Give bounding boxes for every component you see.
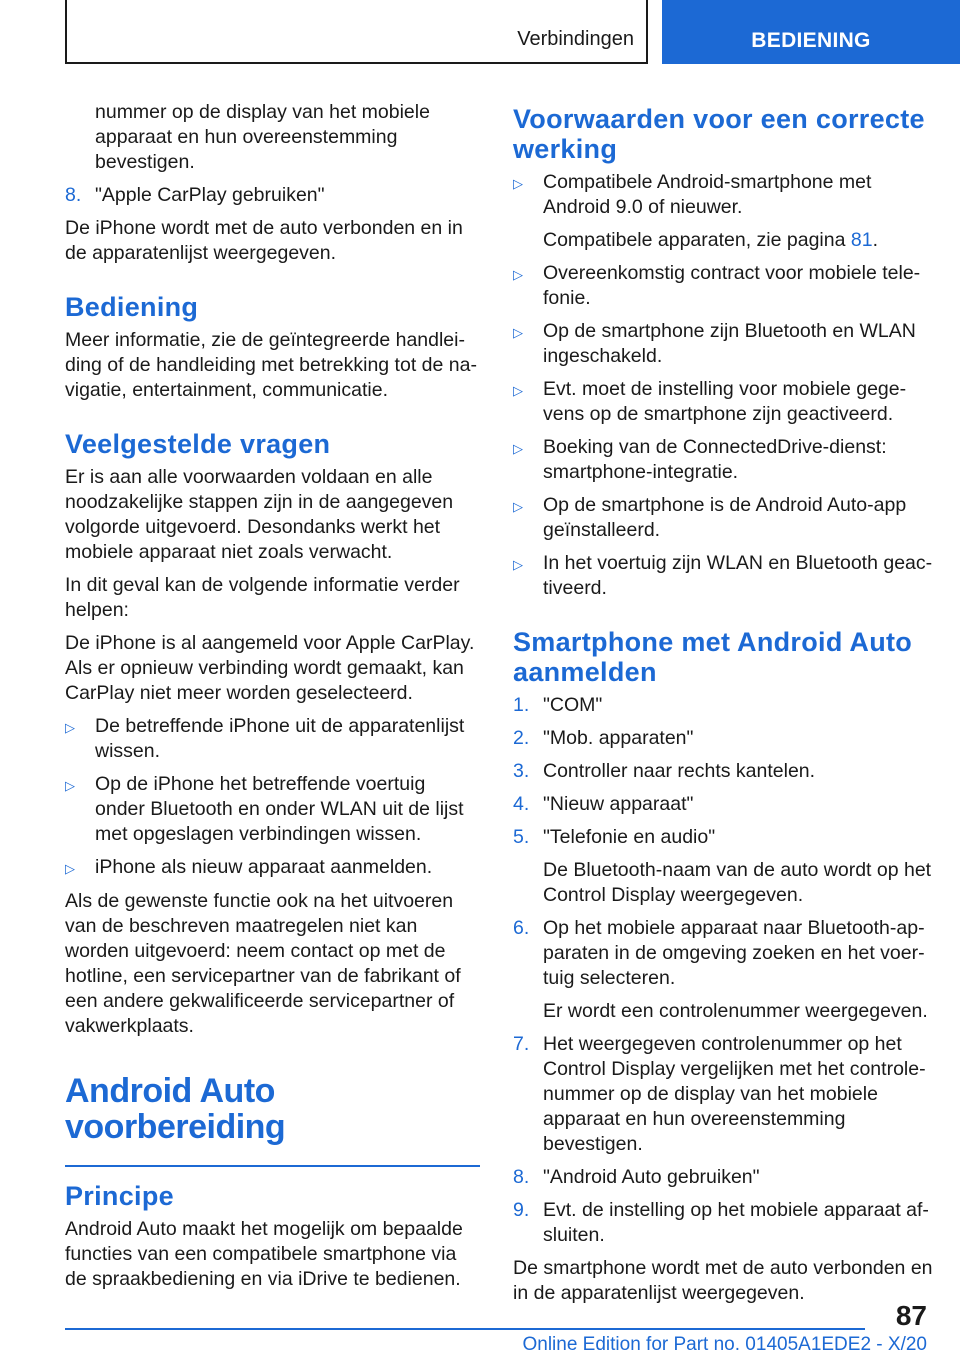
- triangle-bullet-icon: ▷: [65, 720, 75, 735]
- chapter-title-line: Android Auto: [65, 1072, 275, 1110]
- step-text: "Android Auto gebruiken": [543, 1166, 760, 1188]
- list-item: [65, 183, 480, 208]
- paragraph: De iPhone is al aangemeld voor Apple CarPlay. Als er opnieuw verbinding wordt gemaakt, kan CarPlay niet meer worden geselecteerd.: [65, 632, 475, 704]
- bullet-text: Boeking van de ConnectedDrive-dienst: smartphone-integratie.: [543, 436, 887, 483]
- step-number: 9.: [513, 1199, 530, 1221]
- step-number: 3.: [513, 760, 530, 782]
- bullet-item: [65, 714, 480, 764]
- bullet-text: Op de smartphone zijn Bluetooth en WLAN ingeschakeld.: [543, 320, 916, 367]
- step-number: 1.: [513, 694, 530, 716]
- bullet-text: Op de smartphone is de Android Auto-app geïnstalleerd.: [543, 494, 907, 541]
- paragraph: Als de gewenste functie ook na het uitvoeren van de beschreven maatregelen niet kan worden uitgevoerd: neem contact op met de hotline, een servicepartner van de fabrikant of een andere gekwalificeerde servicepartner of vakwerkplaats.: [65, 890, 461, 1037]
- bullet-text: iPhone als nieuw apparaat aanmelden.: [95, 856, 433, 878]
- bullet-text: In het voertuig zijn WLAN en Bluetooth geactiveerd.: [543, 552, 933, 599]
- header-section-box: [65, 0, 648, 64]
- triangle-bullet-icon: ▷: [513, 176, 523, 191]
- step-item: [513, 726, 933, 751]
- bullet-item: [513, 435, 933, 485]
- triangle-bullet-icon: ▷: [65, 861, 75, 876]
- step-item: [513, 1165, 933, 1190]
- paragraph: Er is aan alle voorwaarden voldaan en alle noodzakelijke stappen zijn in de aangegeven volgorde uitgevoerd. Desondanks werkt het mobiele apparaat niet zoals verwacht.: [65, 466, 454, 563]
- triangle-bullet-icon: ▷: [513, 325, 523, 340]
- header-chapter-tab[interactable]: BEDIENING: [662, 0, 960, 64]
- step-item: [513, 1198, 933, 1248]
- compat-suffix: .: [872, 229, 879, 251]
- step-item: [513, 693, 933, 718]
- left-column: [65, 100, 480, 1300]
- paragraph: [513, 228, 933, 253]
- step-note: Er wordt een controlenummer weergegeven.: [543, 1000, 928, 1022]
- chapter-title-line: voorbereiding: [65, 1108, 286, 1146]
- step-item: [513, 759, 933, 784]
- triangle-bullet-icon: ▷: [65, 778, 75, 793]
- triangle-bullet-icon: ▷: [513, 267, 523, 282]
- bullet-text: Evt. moet de instelling voor mobiele gegevens op de smartphone zijn geactiveerd.: [543, 378, 907, 425]
- step-note: De Bluetooth-naam van de auto wordt op het Control Display weergegeven.: [543, 859, 932, 906]
- section-divider: [65, 1165, 480, 1167]
- page-number: 87: [895, 1300, 927, 1331]
- bullet-text: Overeenkomstig contract voor mobiele telefonie.: [543, 262, 921, 309]
- step-text: "Mob. apparaten": [543, 727, 694, 749]
- heading-faq: Veelgestelde vragen: [65, 429, 331, 459]
- step-item: [513, 916, 933, 991]
- step-text: Controller naar rechts kantelen.: [543, 760, 816, 782]
- step-text: "COM": [543, 694, 603, 716]
- bullet-item: [65, 772, 480, 847]
- page-link[interactable]: 81: [850, 229, 873, 251]
- bullet-text: Compatibele Android-smartphone met Android 9.0 of nieuwer.: [543, 171, 872, 218]
- step-text: "Nieuw apparaat": [543, 793, 694, 815]
- bullet-item: [513, 493, 933, 543]
- bullet-item: [513, 377, 933, 427]
- step-number: 4.: [513, 793, 530, 815]
- footer-divider: [65, 1328, 865, 1330]
- heading-bediening: Bediening: [65, 292, 199, 322]
- triangle-bullet-icon: ▷: [513, 441, 523, 456]
- step-text: "Telefonie en audio": [543, 826, 716, 848]
- bullet-text: De betreffende iPhone uit de apparatenlijst wissen.: [95, 715, 465, 762]
- triangle-bullet-icon: ▷: [513, 383, 523, 398]
- step-text: Het weergegeven controlenummer op het Control Display vergelijken met het controlenummer op de display van het mobiele apparaat en hun overeenstemming bevestigen.: [543, 1033, 926, 1155]
- step-number: 7.: [513, 1033, 530, 1055]
- step-number: 8.: [65, 184, 82, 206]
- compat-text: Compatibele apparaten, zie pagina: [543, 229, 851, 251]
- step-number: 8.: [513, 1166, 530, 1188]
- step-item: [513, 1032, 933, 1157]
- triangle-bullet-icon: ▷: [513, 499, 523, 514]
- step-number: 5.: [513, 826, 530, 848]
- bullet-item: [65, 855, 480, 881]
- step-number: 2.: [513, 727, 530, 749]
- paragraph: nummer op de display van het mobiele apparaat en hun overeenstemming bevestigen.: [95, 101, 430, 173]
- right-column: [513, 100, 933, 1314]
- paragraph: Android Auto maakt het mogelijk om bepaalde functies van een compatibele smartphone via de spraakbediening en via iDrive te bedienen.: [65, 1218, 463, 1290]
- step-item: [513, 825, 933, 850]
- paragraph: De iPhone wordt met de auto verbonden en in de apparatenlijst weergegeven.: [65, 217, 463, 264]
- chapter-title: [65, 1073, 480, 1145]
- header-section-title: Verbindingen: [517, 28, 634, 50]
- bullet-item: [513, 170, 933, 220]
- bullet-text: Op de iPhone het betreffende voertuig onder Bluetooth en onder WLAN uit de lijst met opgeslagen verbindingen wissen.: [95, 773, 464, 845]
- heading-voorwaarden: Voorwaarden voor een correcte werking: [513, 104, 925, 164]
- footer-edition: Online Edition for Part no. 01405A1EDE2 - X/20: [522, 1334, 927, 1355]
- step-text: "Apple CarPlay gebruiken": [95, 184, 325, 206]
- bullet-item: [513, 261, 933, 311]
- bullet-item: [513, 551, 933, 601]
- heading-aanmelden: Smartphone met Android Auto aanmelden: [513, 627, 913, 687]
- step-item: [513, 792, 933, 817]
- paragraph: Meer informatie, zie de geïntegreerde handleiding of de handleiding met betrekking tot de navigatie, entertainment, communicatie.: [65, 329, 477, 401]
- step-number: 6.: [513, 917, 530, 939]
- step-text: Op het mobiele apparaat naar Bluetooth-apparaten in de omgeving zoeken en het voertuig selecteren.: [543, 917, 925, 989]
- heading-principe: Principe: [65, 1181, 174, 1211]
- bullet-item: [513, 319, 933, 369]
- triangle-bullet-icon: ▷: [513, 557, 523, 572]
- paragraph: De smartphone wordt met de auto verbonden en in de apparatenlijst weergegeven.: [513, 1257, 933, 1304]
- step-text: Evt. de instelling op het mobiele apparaat afsluiten.: [543, 1199, 929, 1246]
- paragraph: In dit geval kan de volgende informatie verder helpen:: [65, 574, 460, 621]
